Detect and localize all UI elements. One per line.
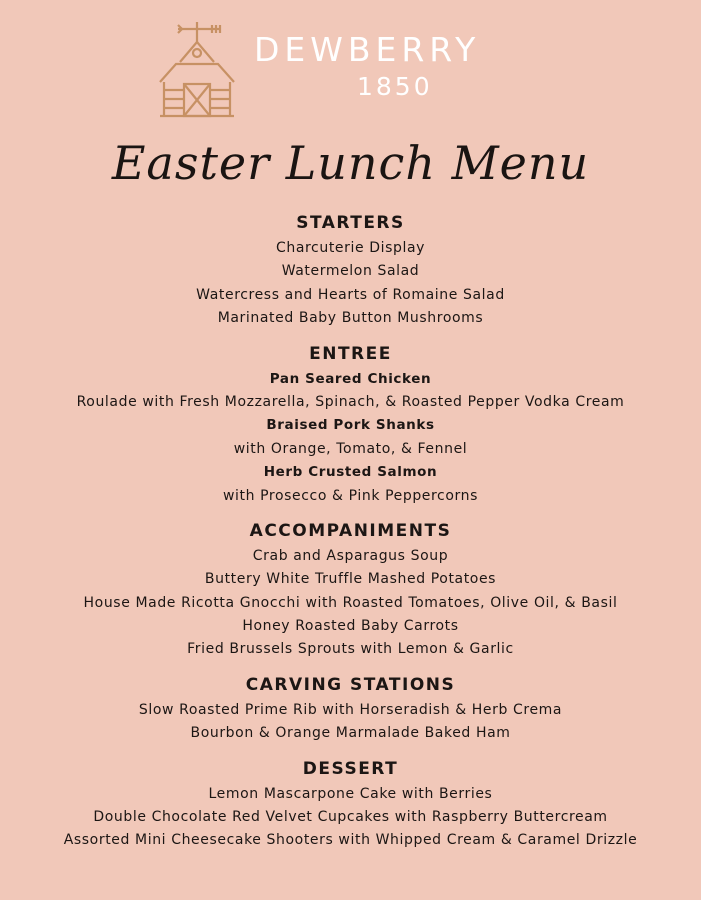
menu-item: Assorted Mini Cheesecake Shooters with Whipped Cream & Caramel Drizzle <box>63 832 638 849</box>
menu-body <box>0 210 701 853</box>
section-heading: STARTERS <box>296 213 405 233</box>
section-dessert <box>0 756 701 853</box>
menu-item: Bourbon & Orange Marmalade Baked Ham <box>190 725 511 742</box>
section-entree <box>0 341 701 508</box>
section-carving-stations <box>0 672 701 746</box>
menu-item: Fried Brussels Sprouts with Lemon & Garlic <box>187 641 514 658</box>
header <box>0 0 701 130</box>
menu-item-description: with Orange, Tomato, & Fennel <box>233 440 468 457</box>
menu-item-name: Herb Crusted Salmon <box>263 464 438 481</box>
menu-item-name: Braised Pork Shanks <box>266 417 435 434</box>
menu-item-description: Roulade with Fresh Mozzarella, Spinach, & Roasted Pepper Vodka Cream <box>76 393 625 410</box>
section-heading: DESSERT <box>302 758 399 779</box>
section-heading: ENTREE <box>309 343 392 364</box>
section-heading: ACCOMPANIMENTS <box>249 520 452 541</box>
section-heading: CARVING STATIONS <box>245 674 456 695</box>
menu-item: House Made Ricotta Gnocchi with Roasted Tomatoes, Olive Oil, & Basil <box>83 594 618 611</box>
menu-item-name: Pan Seared Chicken <box>269 370 432 387</box>
brand-year: 1850 <box>357 72 433 101</box>
menu-item: Watermelon Salad <box>281 263 420 280</box>
menu-item: Double Chocolate Red Velvet Cupcakes with Raspberry Buttercream <box>93 809 608 826</box>
barn-weathervane-logo-icon <box>156 20 238 120</box>
brand-name: DEWBERRY <box>254 30 481 69</box>
section-starters <box>0 210 701 331</box>
menu-item: Honey Roasted Baby Carrots <box>242 618 459 635</box>
menu-title: Easter Lunch Menu <box>111 136 590 190</box>
menu-item: Buttery White Truffle Mashed Potatoes <box>204 571 497 588</box>
menu-item-description: with Prosecco & Pink Peppercorns <box>222 487 479 504</box>
menu-item: Marinated Baby Button Mushrooms <box>217 310 484 327</box>
section-accompaniments <box>0 518 701 662</box>
menu-item: Crab and Asparagus Soup <box>252 547 449 564</box>
menu-item: Watercress and Hearts of Romaine Salad <box>196 286 505 303</box>
menu-item: Charcuterie Display <box>275 240 426 256</box>
menu-item: Lemon Mascarpone Cake with Berries <box>208 785 493 802</box>
menu-item: Slow Roasted Prime Rib with Horseradish & Herb Crema <box>138 701 563 718</box>
